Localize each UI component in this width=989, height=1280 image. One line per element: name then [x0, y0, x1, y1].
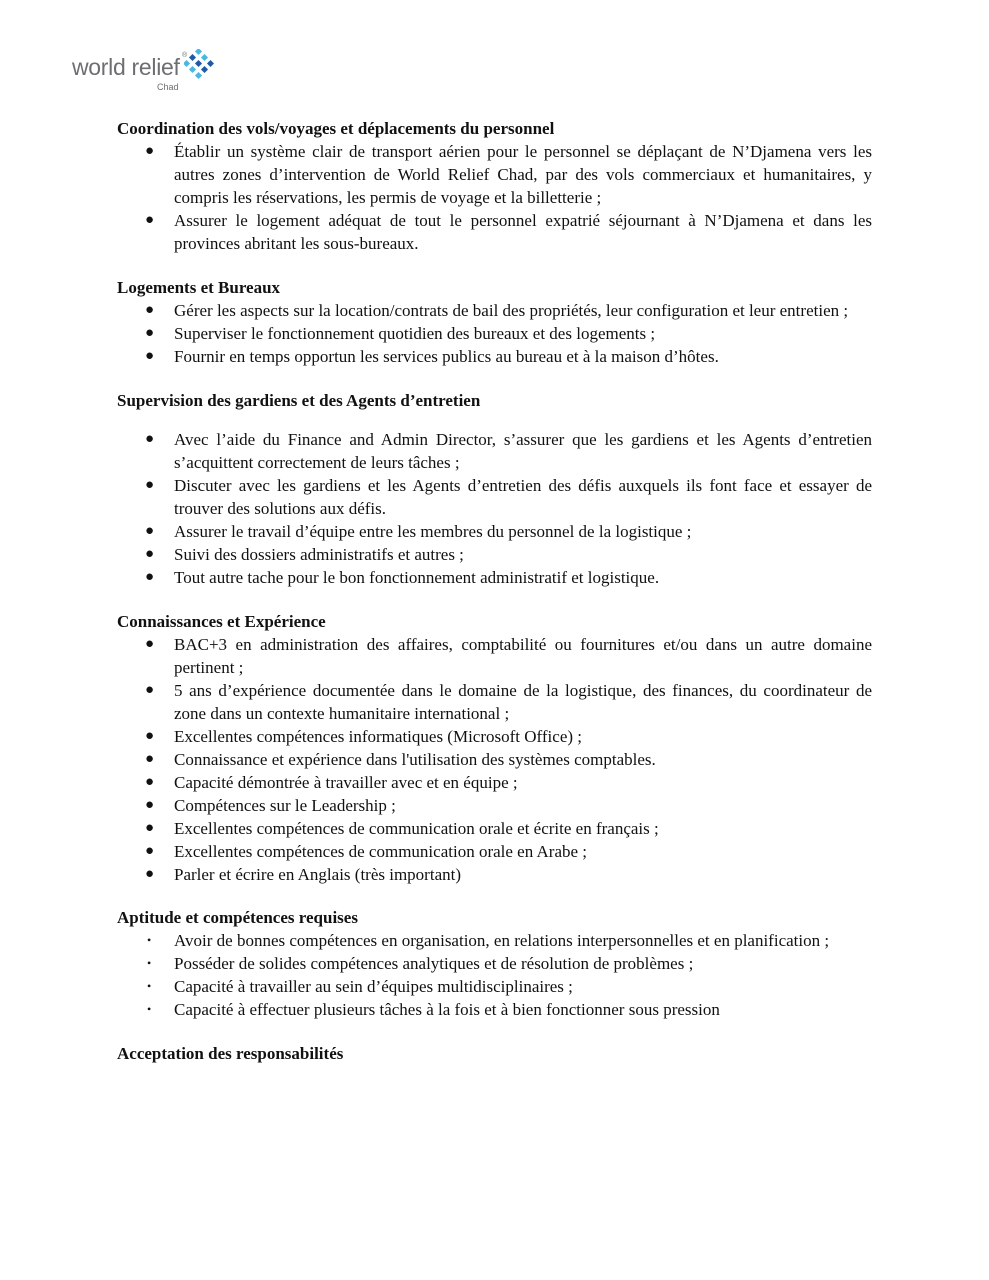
- list-item: [117, 748, 872, 771]
- list-item-text: Excellentes compétences informatiques (Microsoft Office) ;: [174, 727, 583, 746]
- bullet-list: [117, 428, 872, 589]
- bullet-icon: ●: [145, 143, 155, 159]
- list-item: [117, 725, 872, 748]
- bullet-icon: ●: [145, 843, 155, 859]
- bullet-icon: ●: [145, 569, 155, 585]
- bullet-icon: ●: [145, 431, 155, 447]
- list-item: [117, 975, 872, 998]
- section-knowledge-experience: [117, 610, 872, 886]
- bullet-list: [117, 633, 872, 886]
- list-item: [117, 474, 872, 520]
- list-item: [117, 817, 872, 840]
- list-item-text: Capacité démontrée à travailler avec et en équipe ;: [174, 773, 518, 792]
- bullet-icon: ●: [145, 325, 155, 341]
- list-item: [117, 543, 872, 566]
- list-item: [117, 679, 872, 725]
- section-title: Logements et Bureaux: [117, 278, 281, 297]
- bullet-icon: •: [147, 933, 152, 947]
- bullet-icon: ●: [145, 797, 155, 813]
- list-item-text: Établir un système clair de transport aérien pour le personnel se déplaçant de N’Djamena vers les autres zones d’intervention de World Relief Chad, par des vols commerciaux et humanitaires, y compris les réservations, les permis de voyage et la billetterie ;: [174, 142, 872, 207]
- logo-wordmark: world relief: [72, 54, 180, 80]
- list-item: [117, 209, 872, 255]
- list-item: [117, 952, 872, 975]
- list-item: [117, 566, 872, 589]
- list-item-text: Capacité à travailler au sein d’équipes multidisciplinaires ;: [174, 977, 573, 996]
- list-item-text: Parler et écrire en Anglais (très important): [174, 865, 461, 884]
- list-item-text: Suivi des dossiers administratifs et autres ;: [174, 545, 464, 564]
- list-item-text: Assurer le travail d’équipe entre les membres du personnel de la logistique ;: [174, 522, 692, 541]
- bullet-icon: ●: [145, 751, 155, 767]
- list-item-text: Assurer le logement adéquat de tout le personnel expatrié séjournant à N’Djamena et dans les provinces abritant les sous-bureaux.: [174, 211, 872, 253]
- section-title: Supervision des gardiens et des Agents d’entretien: [117, 391, 481, 410]
- bullet-icon: ●: [145, 302, 155, 318]
- bullet-icon: ●: [145, 866, 155, 882]
- logo-registered-mark: ®: [182, 52, 188, 59]
- list-item-text: Posséder de solides compétences analytiques et de résolution de problèmes ;: [174, 954, 694, 973]
- list-item-text: 5 ans d’expérience documentée dans le domaine de la logistique, des finances, du coordinateur de zone dans un contexte humanitaire international ;: [174, 681, 872, 723]
- section-title: Aptitude et compétences requises: [117, 908, 358, 927]
- section-title: Connaissances et Expérience: [117, 612, 326, 631]
- bullet-icon: ●: [145, 728, 155, 744]
- section-title: Acceptation des responsabilités: [117, 1044, 344, 1063]
- bullet-icon: ●: [145, 477, 155, 493]
- list-item-text: BAC+3 en administration des affaires, comptabilité ou fournitures et/ou dans un autre domaine pertinent ;: [174, 635, 872, 677]
- section-housing-offices: [117, 276, 872, 368]
- list-item-text: Fournir en temps opportun les services publics au bureau et à la maison d’hôtes.: [174, 347, 719, 366]
- logo-country-label: Chad: [157, 82, 179, 92]
- world-relief-cross-icon: [184, 49, 214, 85]
- list-item-text: Superviser le fonctionnement quotidien des bureaux et des logements ;: [174, 324, 656, 343]
- bullet-icon: •: [147, 956, 152, 970]
- bullet-icon: ●: [145, 546, 155, 562]
- list-item: [117, 633, 872, 679]
- bullet-icon: ●: [145, 636, 155, 652]
- document-body: [117, 117, 872, 1065]
- list-item-text: Gérer les aspects sur la location/contrats de bail des propriétés, leur configuration et leur entretien ;: [174, 301, 849, 320]
- bullet-list: [117, 299, 872, 368]
- bullet-list: [117, 929, 872, 1021]
- list-item: [117, 322, 872, 345]
- list-item-text: Excellentes compétences de communication orale et écrite en français ;: [174, 819, 659, 838]
- list-item: [117, 840, 872, 863]
- list-item: [117, 140, 872, 209]
- bullet-icon: •: [147, 1002, 152, 1016]
- list-item-text: Connaissance et expérience dans l'utilisation des systèmes comptables.: [174, 750, 656, 769]
- section-acceptance-responsibilities: [117, 1042, 872, 1065]
- bullet-icon: ●: [145, 523, 155, 539]
- list-item-text: Avec l’aide du Finance and Admin Director, s’assurer que les gardiens et les Agents d’entretien s’acquittent correctement de leurs tâches ;: [174, 430, 872, 472]
- bullet-icon: ●: [145, 212, 155, 228]
- bullet-icon: ●: [145, 820, 155, 836]
- list-item-text: Discuter avec les gardiens et les Agents d’entretien des défis auxquels ils font face et essayer de trouver des solutions aux défis.: [174, 476, 872, 518]
- bullet-icon: ●: [145, 348, 155, 364]
- bullet-icon: ●: [145, 682, 155, 698]
- list-item: [117, 428, 872, 474]
- list-item: [117, 794, 872, 817]
- list-item-text: Excellentes compétences de communication orale en Arabe ;: [174, 842, 588, 861]
- section-travel-coordination: [117, 117, 872, 255]
- list-item: [117, 345, 872, 368]
- list-item: [117, 299, 872, 322]
- list-item: [117, 863, 872, 886]
- list-item-text: Capacité à effectuer plusieurs tâches à la fois et à bien fonctionner sous pression: [174, 1000, 720, 1019]
- bullet-icon: ●: [145, 774, 155, 790]
- list-item-text: Compétences sur le Leadership ;: [174, 796, 396, 815]
- bullet-list: [117, 140, 872, 255]
- list-item: [117, 929, 872, 952]
- world-relief-logo: [72, 46, 232, 98]
- list-item: [117, 520, 872, 543]
- list-item-text: Avoir de bonnes compétences en organisation, en relations interpersonnelles et en planification ;: [174, 931, 830, 950]
- list-item-text: Tout autre tache pour le bon fonctionnement administratif et logistique.: [174, 568, 660, 587]
- bullet-icon: •: [147, 979, 152, 993]
- list-item: [117, 998, 872, 1021]
- list-item: [117, 771, 872, 794]
- section-title: Coordination des vols/voyages et déplacements du personnel: [117, 119, 555, 138]
- section-guards-supervision: [117, 389, 872, 589]
- section-required-skills: [117, 906, 872, 1021]
